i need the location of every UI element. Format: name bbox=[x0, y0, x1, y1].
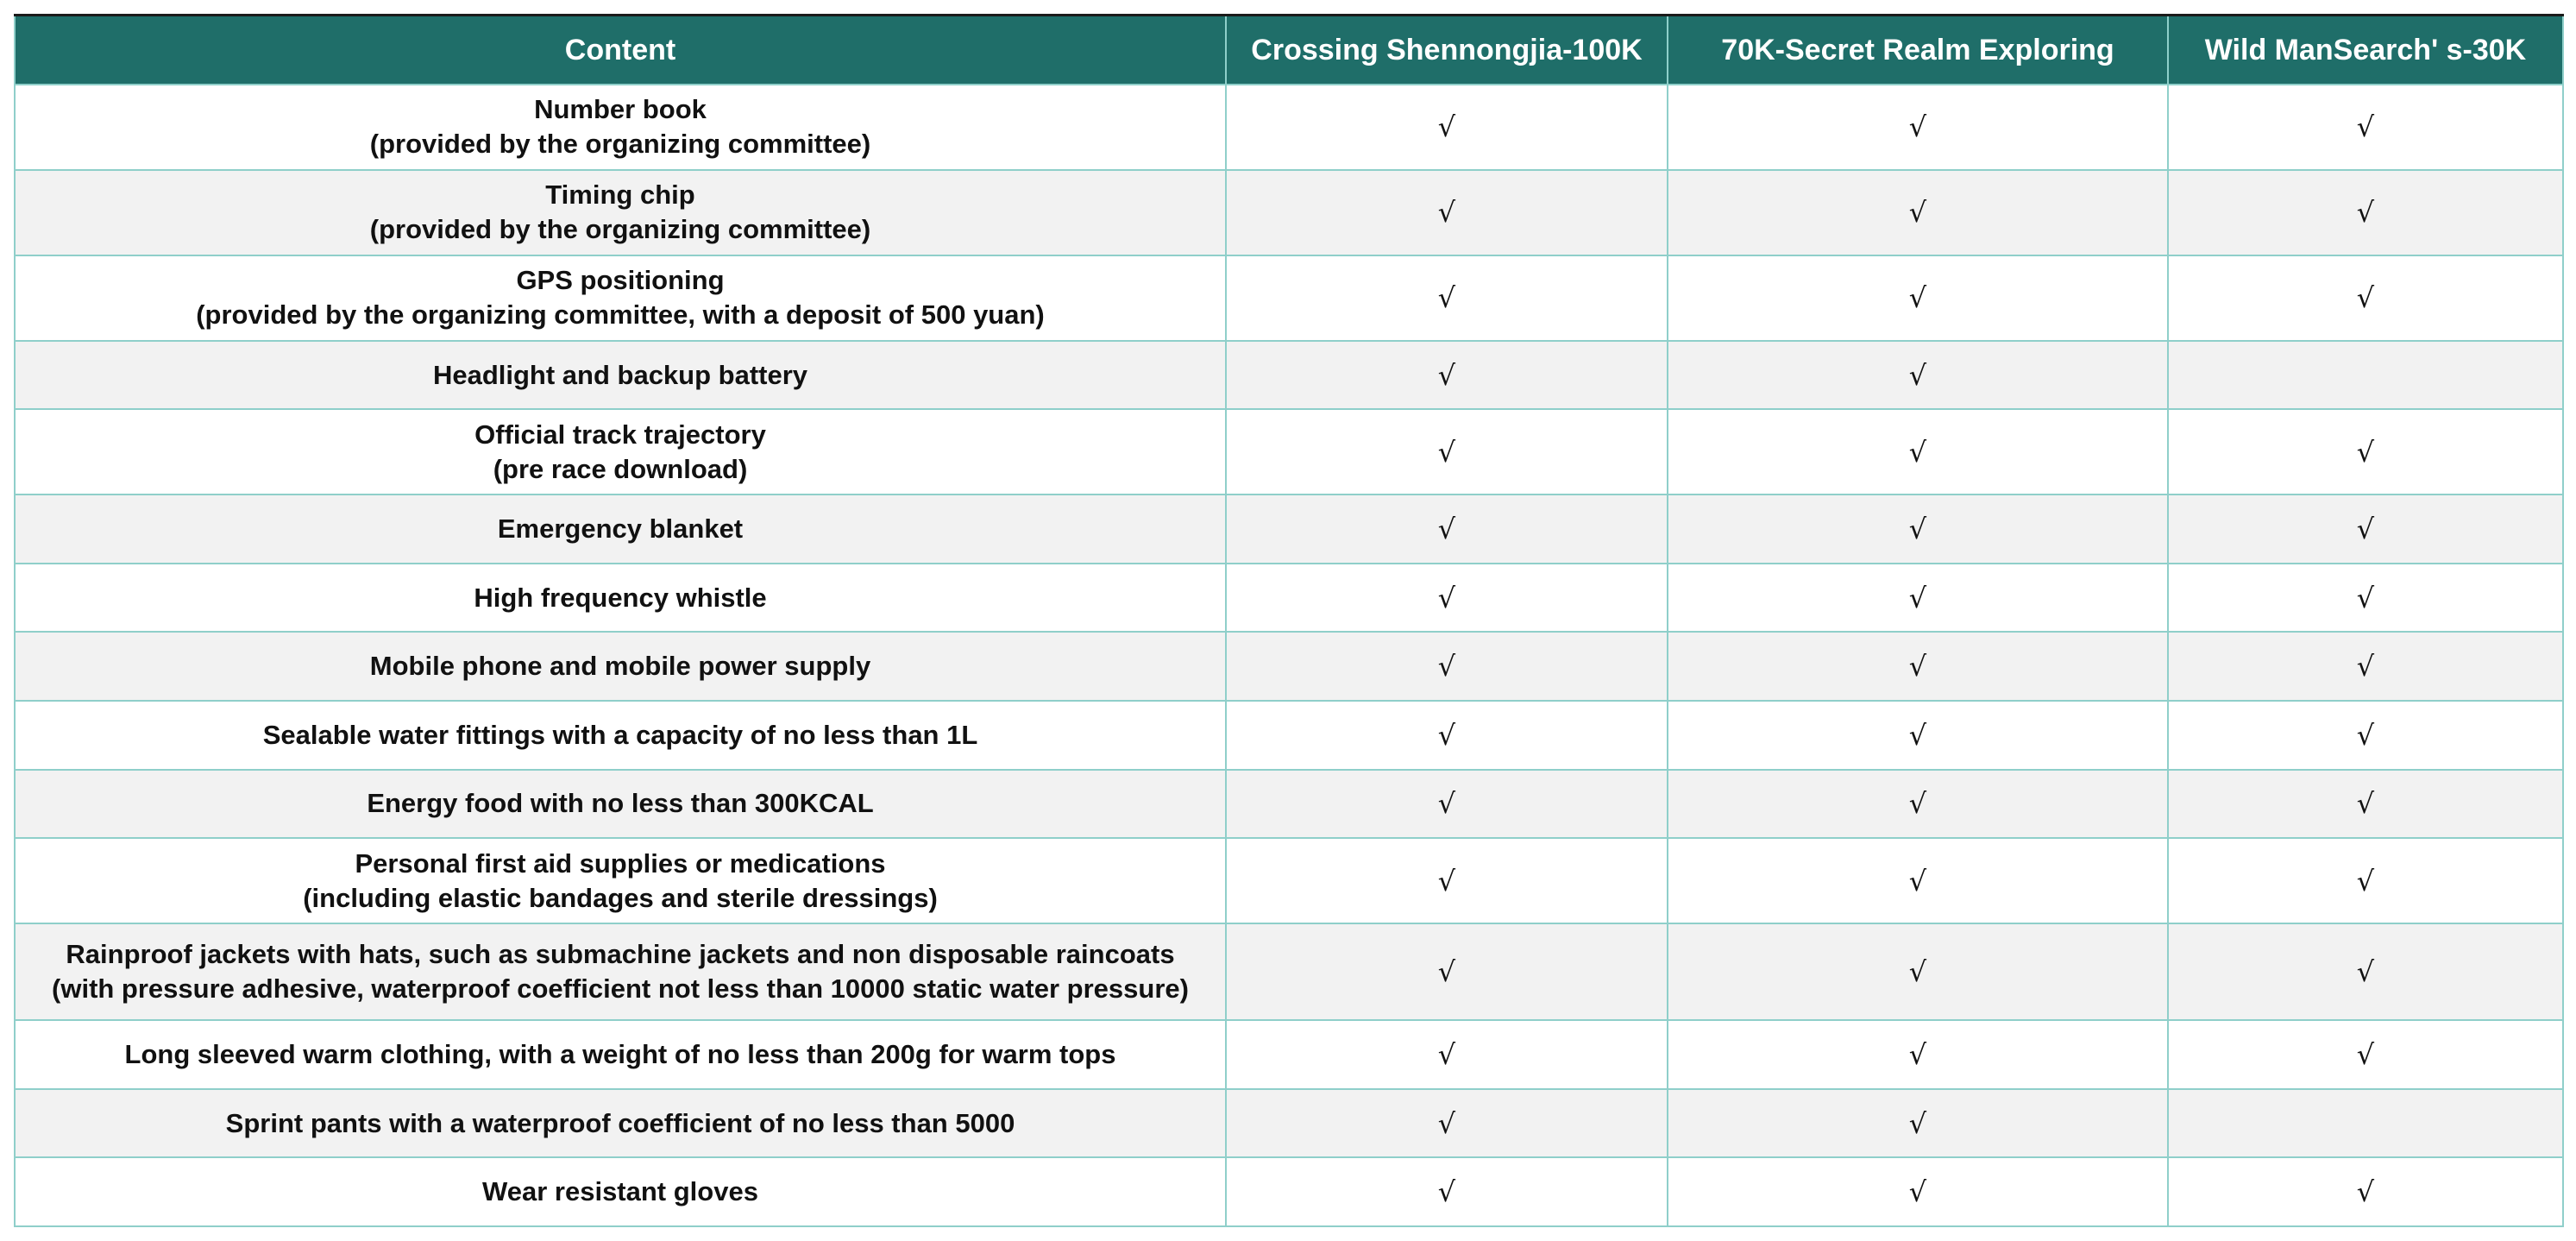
item-cell bbox=[15, 564, 1226, 633]
item-title: Rainproof jackets with hats, such as submachine jackets and non disposable raincoats bbox=[66, 939, 1175, 970]
item-note: (with pressure adhesive, waterproof coefficient not less than 10000 static water pressure) bbox=[52, 973, 1189, 1005]
mark-100k: √ bbox=[1226, 770, 1668, 839]
mark-30k: √ bbox=[2168, 170, 2563, 255]
item-note: (provided by the organizing committee) bbox=[369, 129, 871, 160]
header-70k: 70K-Secret Realm Exploring bbox=[1668, 16, 2168, 85]
item-cell bbox=[15, 409, 1226, 495]
mark-30k: √ bbox=[2168, 632, 2563, 701]
header-content: Content bbox=[15, 16, 1226, 85]
mark-30k: √ bbox=[2168, 409, 2563, 495]
item-note: (pre race download) bbox=[493, 453, 748, 484]
mark-100k: √ bbox=[1226, 838, 1668, 923]
mark-70k: √ bbox=[1668, 409, 2168, 495]
table-row bbox=[15, 255, 2563, 341]
mark-30k bbox=[2168, 341, 2563, 410]
item-cell bbox=[15, 495, 1226, 564]
mark-100k: √ bbox=[1226, 341, 1668, 410]
mark-100k: √ bbox=[1226, 85, 1668, 170]
mark-70k: √ bbox=[1668, 341, 2168, 410]
item-note: (including elastic bandages and sterile dressings) bbox=[303, 882, 938, 913]
mark-30k: √ bbox=[2168, 838, 2563, 923]
mark-30k: √ bbox=[2168, 495, 2563, 564]
item-cell bbox=[15, 838, 1226, 923]
mark-100k: √ bbox=[1226, 495, 1668, 564]
mark-70k: √ bbox=[1668, 495, 2168, 564]
mark-70k: √ bbox=[1668, 923, 2168, 1020]
item-title: Emergency blanket bbox=[497, 513, 744, 545]
mark-30k: √ bbox=[2168, 564, 2563, 633]
mark-70k: √ bbox=[1668, 170, 2168, 255]
header-100k: Crossing Shennongjia-100K bbox=[1226, 16, 1668, 85]
item-note: (provided by the organizing committee) bbox=[369, 214, 871, 245]
item-cell bbox=[15, 632, 1226, 701]
table-row bbox=[15, 770, 2563, 839]
item-title: Mobile phone and mobile power supply bbox=[369, 651, 871, 682]
item-title: Headlight and backup battery bbox=[432, 359, 808, 390]
item-title: Sprint pants with a waterproof coefficient of no less than 5000 bbox=[225, 1107, 1015, 1138]
mandatory-gear-table bbox=[14, 14, 2564, 1227]
table-row bbox=[15, 1020, 2563, 1089]
item-title: Long sleeved warm clothing, with a weight of no less than 200g for warm tops bbox=[124, 1039, 1116, 1070]
item-title: Number book bbox=[534, 94, 707, 125]
item-cell bbox=[15, 341, 1226, 410]
header-row bbox=[15, 16, 2563, 85]
item-cell bbox=[15, 701, 1226, 770]
item-cell bbox=[15, 170, 1226, 255]
header-30k: Wild ManSearch' s-30K bbox=[2168, 16, 2563, 85]
item-title: Timing chip bbox=[545, 180, 695, 211]
item-title: Sealable water fittings with a capacity of no less than 1L bbox=[262, 719, 978, 750]
item-title: Official track trajectory bbox=[474, 419, 766, 450]
mark-30k: √ bbox=[2168, 770, 2563, 839]
table-row bbox=[15, 1089, 2563, 1158]
item-title: GPS positioning bbox=[516, 265, 725, 296]
mark-70k: √ bbox=[1668, 1089, 2168, 1158]
mark-70k: √ bbox=[1668, 1157, 2168, 1226]
mark-100k: √ bbox=[1226, 170, 1668, 255]
item-cell bbox=[15, 770, 1226, 839]
mark-100k: √ bbox=[1226, 1157, 1668, 1226]
mark-100k: √ bbox=[1226, 923, 1668, 1020]
mark-70k: √ bbox=[1668, 838, 2168, 923]
item-title: Personal first aid supplies or medications bbox=[355, 847, 886, 879]
item-cell bbox=[15, 923, 1226, 1020]
mark-100k: √ bbox=[1226, 564, 1668, 633]
mark-100k: √ bbox=[1226, 409, 1668, 495]
table-row bbox=[15, 1157, 2563, 1226]
table-row bbox=[15, 701, 2563, 770]
table-row bbox=[15, 341, 2563, 410]
item-cell bbox=[15, 1020, 1226, 1089]
table-row bbox=[15, 838, 2563, 923]
mark-70k: √ bbox=[1668, 1020, 2168, 1089]
item-title: Energy food with no less than 300KCAL bbox=[367, 788, 874, 819]
item-note: (provided by the organizing committee, with a deposit of 500 yuan) bbox=[196, 299, 1045, 331]
mark-70k: √ bbox=[1668, 564, 2168, 633]
table-row bbox=[15, 409, 2563, 495]
mark-70k: √ bbox=[1668, 770, 2168, 839]
mark-70k: √ bbox=[1668, 701, 2168, 770]
table-row bbox=[15, 564, 2563, 633]
table-row bbox=[15, 632, 2563, 701]
mark-30k: √ bbox=[2168, 701, 2563, 770]
table-row bbox=[15, 495, 2563, 564]
mark-100k: √ bbox=[1226, 1089, 1668, 1158]
mark-30k bbox=[2168, 1089, 2563, 1158]
item-cell bbox=[15, 255, 1226, 341]
mark-100k: √ bbox=[1226, 1020, 1668, 1089]
mark-30k: √ bbox=[2168, 1020, 2563, 1089]
mark-30k: √ bbox=[2168, 923, 2563, 1020]
item-cell bbox=[15, 1157, 1226, 1226]
table-row bbox=[15, 170, 2563, 255]
mark-30k: √ bbox=[2168, 85, 2563, 170]
mark-30k: √ bbox=[2168, 255, 2563, 341]
item-title: Wear resistant gloves bbox=[482, 1176, 758, 1207]
item-title: High frequency whistle bbox=[474, 582, 767, 613]
mark-70k: √ bbox=[1668, 632, 2168, 701]
item-cell bbox=[15, 85, 1226, 170]
table-row bbox=[15, 923, 2563, 1020]
item-cell bbox=[15, 1089, 1226, 1158]
mark-70k: √ bbox=[1668, 255, 2168, 341]
table-row bbox=[15, 85, 2563, 170]
mark-100k: √ bbox=[1226, 632, 1668, 701]
mark-100k: √ bbox=[1226, 701, 1668, 770]
mark-30k: √ bbox=[2168, 1157, 2563, 1226]
mark-70k: √ bbox=[1668, 85, 2168, 170]
mark-100k: √ bbox=[1226, 255, 1668, 341]
